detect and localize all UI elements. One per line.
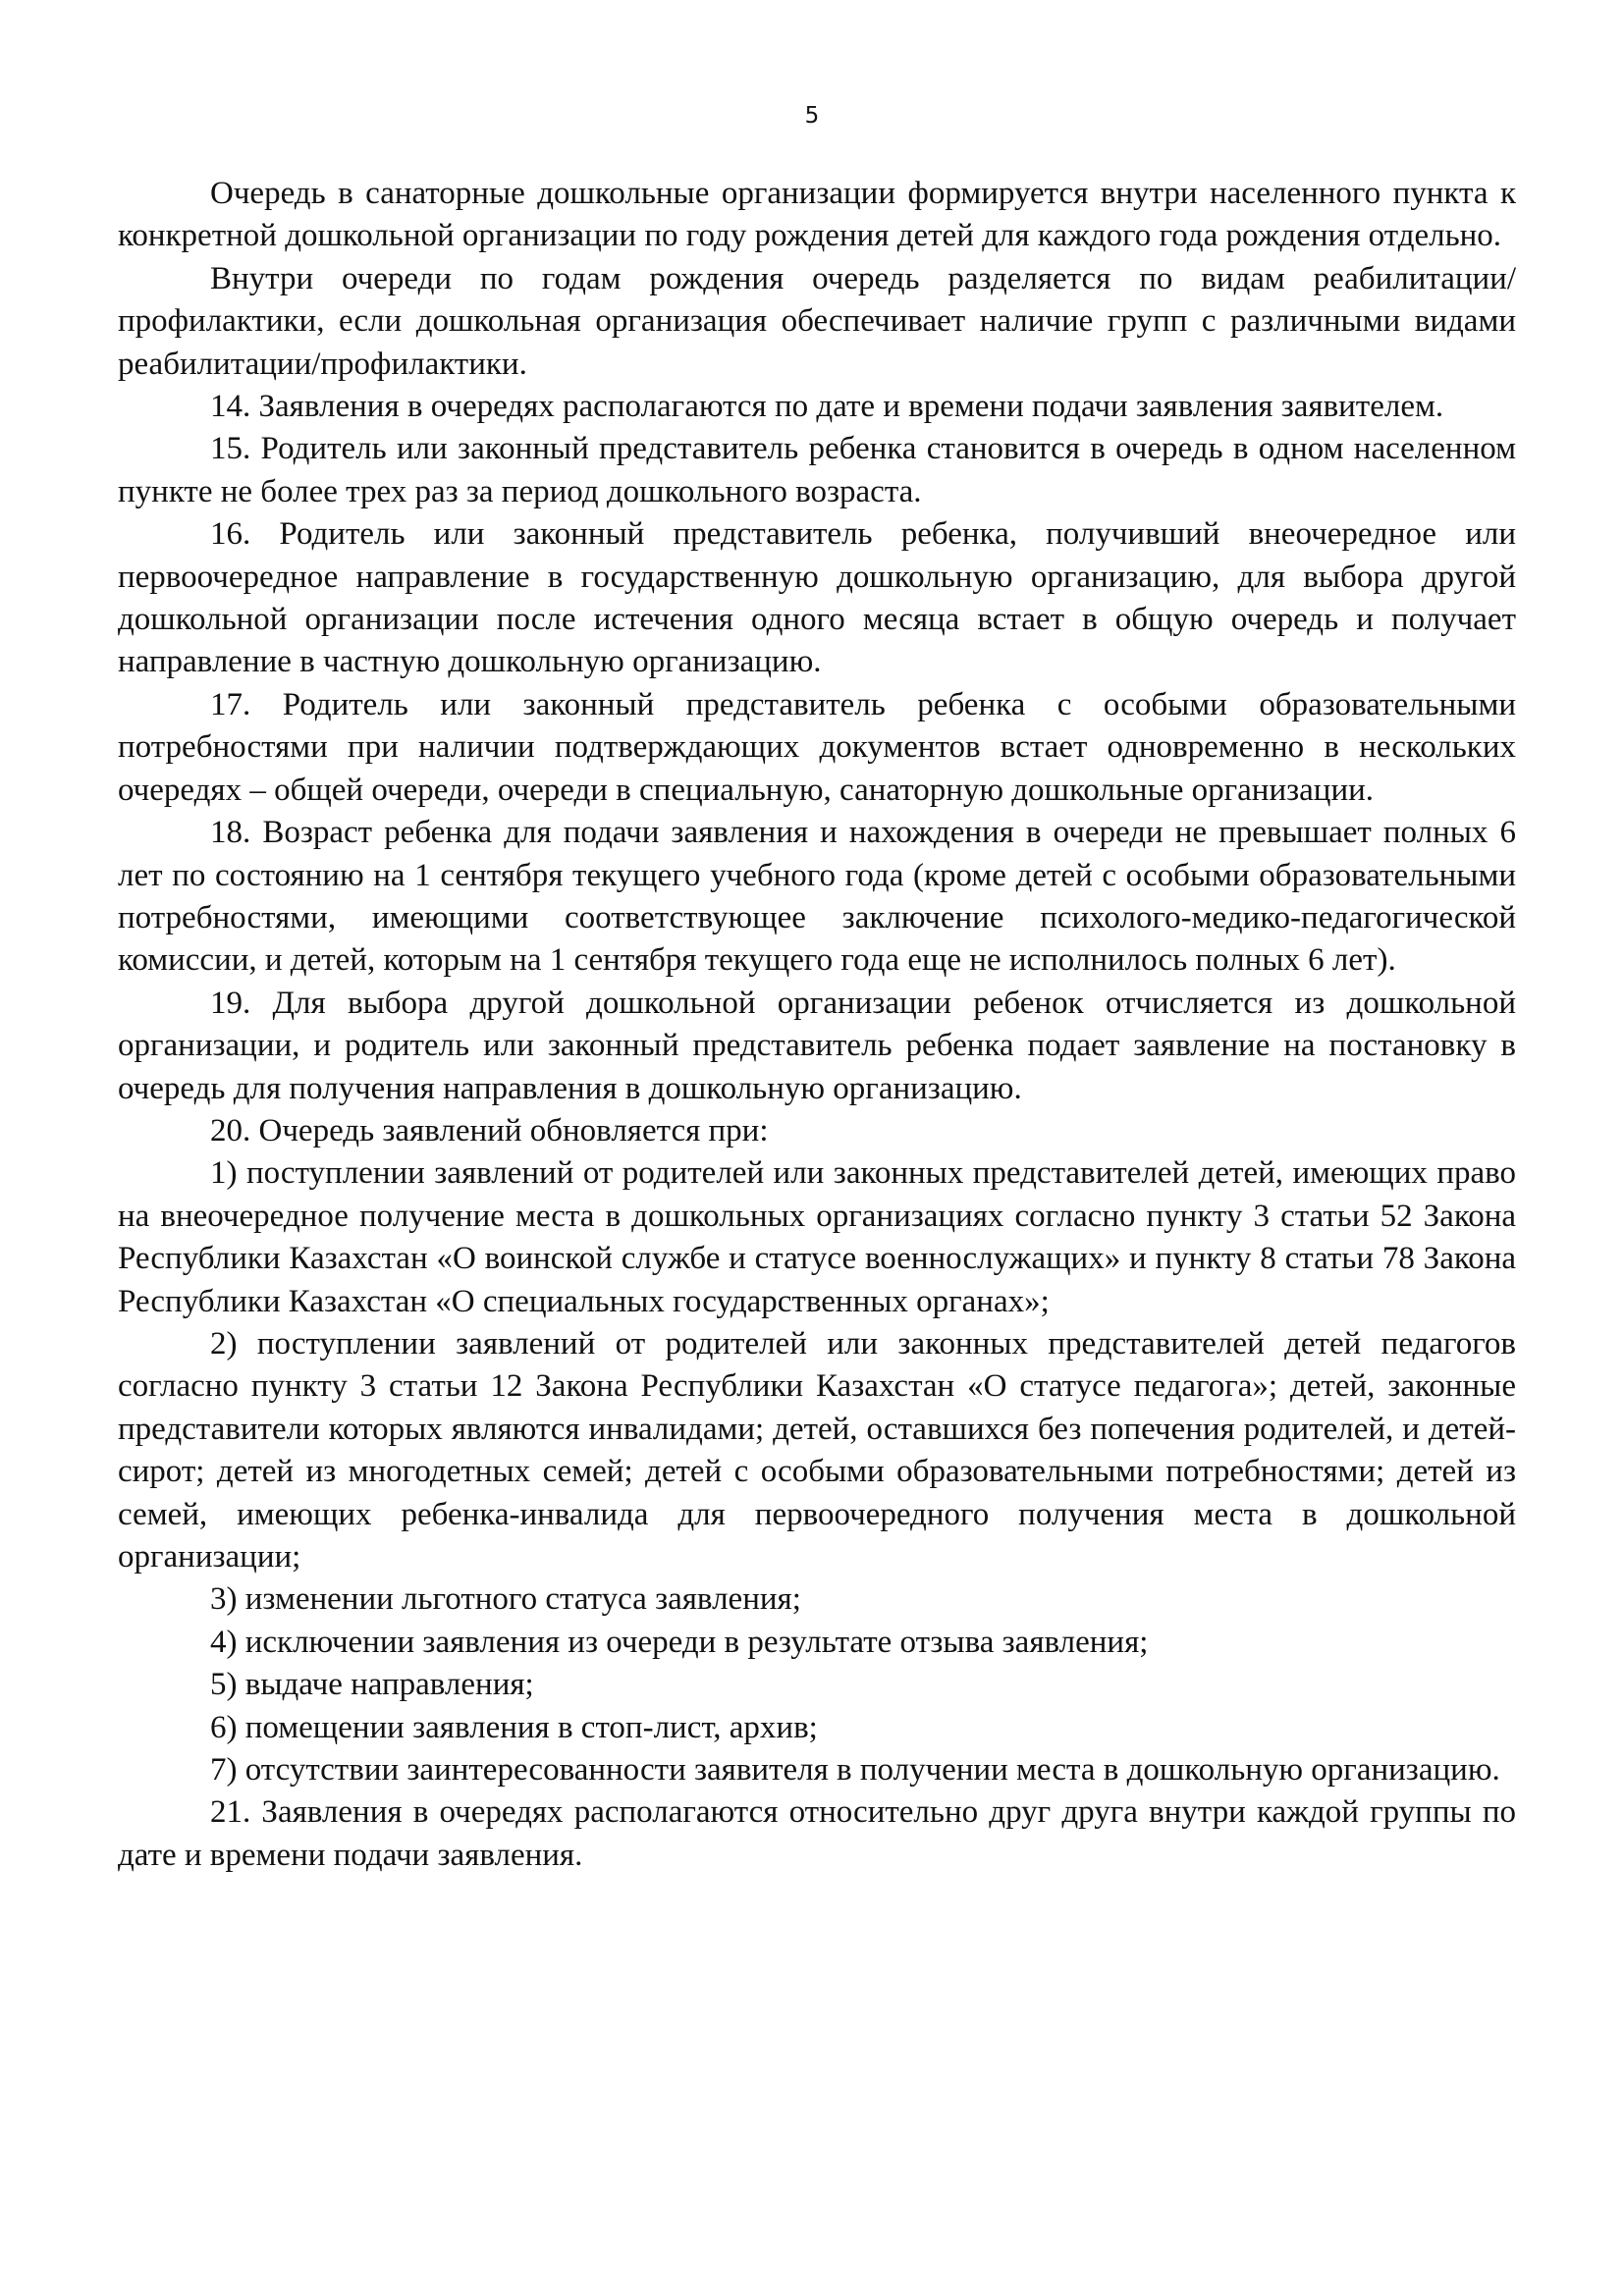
paragraph-17: 17. Родитель или законный представитель ребенка с особыми образовательными потребностями при наличии подтверждающих документов встает одновременно в нескольких очередях – общей очереди, очереди в специальную, санаторную дошкольные организации. xyxy=(118,686,1516,808)
list-item-20-7: 7) отсутствии заинтересованности заявителя в получении места в дошкольную организацию. xyxy=(210,1752,1500,1789)
list-item-20-3: 3) изменении льготного статуса заявления; xyxy=(210,1581,801,1618)
list-item-20-2: 2) поступлении заявлений от родителей или законных представителей детей педагогов согласно пункту 3 статьи 12 Закона Республики Казахстан «О статусе педагога»; детей, законные представители которых являются инвалидами; детей, оставшихся без попечения родителей, и детей-сирот; детей из многодетных семей; детей с особыми образовательными потребностями; детей из семей, имеющих ребенка-инвалида для первоочередного получения места в дошкольной организации; xyxy=(118,1325,1516,1575)
list-item-20-1: 1) поступлении заявлений от родителей или законных представителей детей, имеющих право на внеочередное получение места в дошкольных организациях согласно пункту 3 статьи 52 Закона Республики Казахстан «О воинской службе и статусе военнослужащих» и пункту 8 статьи 78 Закона Республики Казахстан «О специальных государственных органах»; xyxy=(118,1155,1516,1319)
paragraph-20: 20. Очередь заявлений обновляется при: xyxy=(210,1112,769,1148)
list-item-20-6: 6) помещении заявления в стоп-лист, архив; xyxy=(210,1709,818,1745)
paragraph-14: 14. Заявления в очередях располагаются по дате и времени подачи заявления заявителем. xyxy=(210,389,1444,425)
list-item-20-5: 5) выдаче направления; xyxy=(210,1667,534,1703)
paragraph-18: 18. Возраст ребенка для подачи заявления и нахождения в очереди не превышает полных 6 лет по состоянию на 1 сентября текущего учебного года (кроме детей с особыми образовательными потребностями, имеющими соответствующее заключение психолого-медико-педагогической комиссии, и детей, которым на 1 сентября текущего года еще не исполнилось полных 6 лет). xyxy=(118,815,1516,979)
page-number: 5 xyxy=(804,103,820,129)
document-body xyxy=(118,173,1516,1877)
paragraph-21: 21. Заявления в очередях располагаются относительно друг друга внутри каждой группы по дате и времени подачи заявления. xyxy=(118,1794,1516,1873)
paragraph-sanatorium-queue: Очередь в санаторные дошкольные организации формируется внутри населенного пункта к конкретной дошкольной организации по году рождения детей для каждого года рождения отдельно. xyxy=(118,176,1516,254)
list-item-20-4: 4) исключении заявления из очереди в результате отзыва заявления; xyxy=(210,1624,1149,1660)
paragraph-rehabilitation-types: Внутри очереди по годам рождения очередь разделяется по видам реабилитации/профилактики, если дошкольная организация обеспечивает наличие групп с различными видами реабилитации/профилактики. xyxy=(118,260,1516,382)
paragraph-16: 16. Родитель или законный представитель ребенка, получивший внеочередное или первоочередное направление в государственную дошкольную организацию, для выбора другой дошкольной организации после истечения одного месяца встает в общую очередь и получает направление в частную дошкольную организацию. xyxy=(118,516,1516,680)
paragraph-15: 15. Родитель или законный представитель ребенка становится в очередь в одном населенном пункте не более трех раз за период дошкольного возраста. xyxy=(118,431,1516,509)
paragraph-19: 19. Для выбора другой дошкольной организации ребенок отчисляется из дошкольной организации, и родитель или законный представитель ребенка подает заявление на постановку в очередь для получения направления в дошкольную организацию. xyxy=(118,985,1516,1106)
